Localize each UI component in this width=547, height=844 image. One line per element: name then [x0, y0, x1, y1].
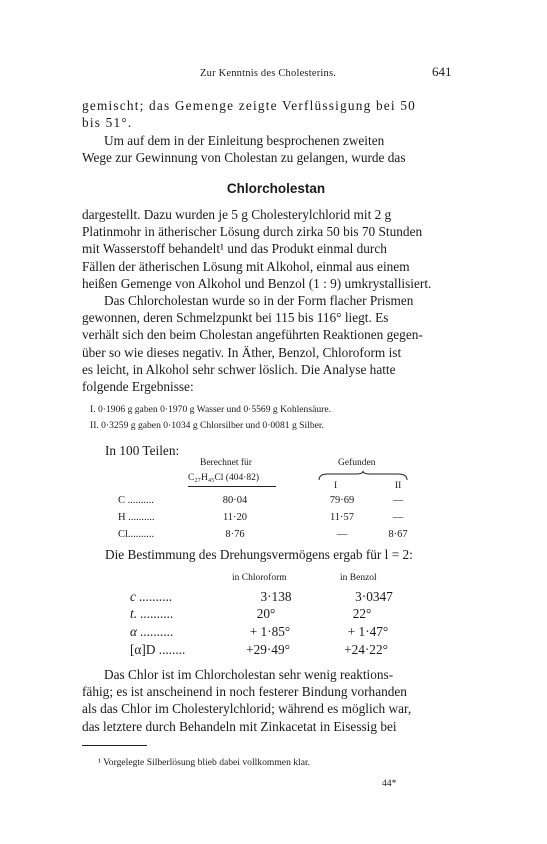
rotation-row-label: c .......... [130, 589, 173, 604]
text-line: als das Chlor im Cholesterylchlorid; während es möglich war, [82, 701, 412, 717]
element-label: C .......... [118, 495, 154, 506]
element-label: H .......... [118, 512, 155, 523]
element-label: Cl.......... [118, 529, 155, 540]
footnote-rule [82, 745, 147, 746]
found-value: — [392, 512, 404, 523]
paragraph-1 [82, 97, 470, 131]
text-line: Wege zur Gewinnung von Cholestan zu gelangen, wurde das [82, 150, 406, 166]
paragraph-5 [82, 666, 470, 735]
footnote: ¹ Vorgelegte Silberlösung blieb dabei vollkommen klar. [98, 757, 311, 768]
calc-value: 8·76 [225, 529, 245, 540]
found-value: 79·69 [329, 495, 355, 506]
text-line: verhält sich den beim Cholestan angeführten Reaktionen gegen- [82, 327, 423, 343]
found-col-1: I [334, 481, 338, 491]
rotation-row-label: t. .......... [130, 606, 174, 621]
rotation-value: 22° [352, 606, 372, 621]
calc-value: 11·20 [222, 512, 248, 523]
text-line: Das Chlorcholestan wurde so in der Form flacher Prismen [104, 293, 414, 308]
rotation-row-label: α .......... [130, 624, 174, 639]
analysis-line: I. 0·1906 g gaben 0·1970 g Wasser und 0·5569 g Kohlensäure. [90, 404, 331, 415]
text-line: folgende Ergebnisse: [82, 379, 194, 395]
rotation-value: + 1·47° [347, 624, 389, 639]
analysis-results [90, 404, 331, 436]
found-value: 8·67 [388, 529, 408, 540]
text-line: fähig; es ist anscheinend in noch festerer Bindung vorhanden [82, 684, 407, 700]
paragraph-4 [82, 292, 470, 395]
calc-underline [188, 486, 276, 487]
text-line: Fällen der ätherischen Lösung mit Alkohol, einmal aus einem [82, 258, 410, 274]
text-line: Das Chlor ist im Chlorcholestan sehr wenig reaktions- [104, 667, 394, 682]
text-line: gewonnen, deren Schmelzpunkt bei 115 bis 116° liegt. Es [82, 310, 389, 326]
paragraph-2 [82, 132, 470, 166]
text-line: Platinmohr in ätherischer Lösung durch zirka 50 bis 70 Stunden [82, 224, 423, 240]
analysis-line: II. 0·3259 g gaben 0·1034 g Chlorsilber und 0·0081 g Silber. [90, 420, 324, 431]
rotation-value: +24·22° [344, 642, 388, 657]
text-line: gemischt; das Gemenge zeigte Verflüssigung bei 50 [82, 98, 417, 113]
composition-intro: In 100 Teilen: [105, 443, 180, 458]
signature-mark: 44* [382, 778, 397, 789]
found-col-2: II [395, 481, 402, 491]
text-line: mit Wasserstoff behandelt¹ und das Produkt einmal durch [82, 241, 387, 257]
rotation-value: +29·49° [246, 642, 290, 657]
found-value: 11·57 [329, 512, 355, 523]
found-value: — [392, 495, 404, 506]
rotation-row-label: [α]D ........ [130, 642, 186, 657]
text-line: Um auf dem in der Einleitung besprochenen zweiten [104, 133, 385, 148]
rotation-value: 3·138 [260, 589, 292, 604]
text-line: dargestellt. Dazu wurden je 5 g Cholesterylchlorid mit 2 g [82, 207, 392, 222]
calc-value: 80·04 [222, 495, 248, 506]
rotation-col-header: in Benzol [340, 573, 377, 583]
rotation-value: 20° [256, 606, 276, 621]
rotation-intro: Die Bestimmung des Drehungsvermögens ergab für l = 2: [105, 547, 413, 562]
rotation-col-header: in Chloroform [232, 573, 287, 583]
rotation-value: + 1·85° [249, 624, 291, 639]
calc-header: Berechnet für [200, 458, 252, 468]
found-brace [318, 471, 408, 481]
paragraph-3 [82, 206, 470, 292]
formula-label: C₂₇H₄₅Cl (404·82) [188, 473, 260, 483]
text-line: heißen Gemenge von Alkohol und Benzol (1 : 9) umkrystallisiert. [82, 275, 432, 291]
text-line: das letztere durch Behandeln mit Zinkacetat in Eisessig bei [82, 718, 397, 734]
text-line: über so wie dieses negativ. In Äther, Benzol, Chloroform ist [82, 344, 402, 360]
found-value: — [336, 529, 348, 540]
section-heading: Chlorcholestan [226, 181, 326, 196]
page-number: 641 [432, 64, 452, 79]
found-header: Gefunden [338, 458, 376, 468]
text-line: es leicht, in Alkohol sehr schwer löslich. Die Analyse hatte [82, 361, 396, 377]
text-line: bis 51°. [82, 115, 133, 131]
rotation-value: 3·0347 [355, 589, 393, 604]
running-title: Zur Kenntnis des Cholesterins. [200, 68, 337, 79]
